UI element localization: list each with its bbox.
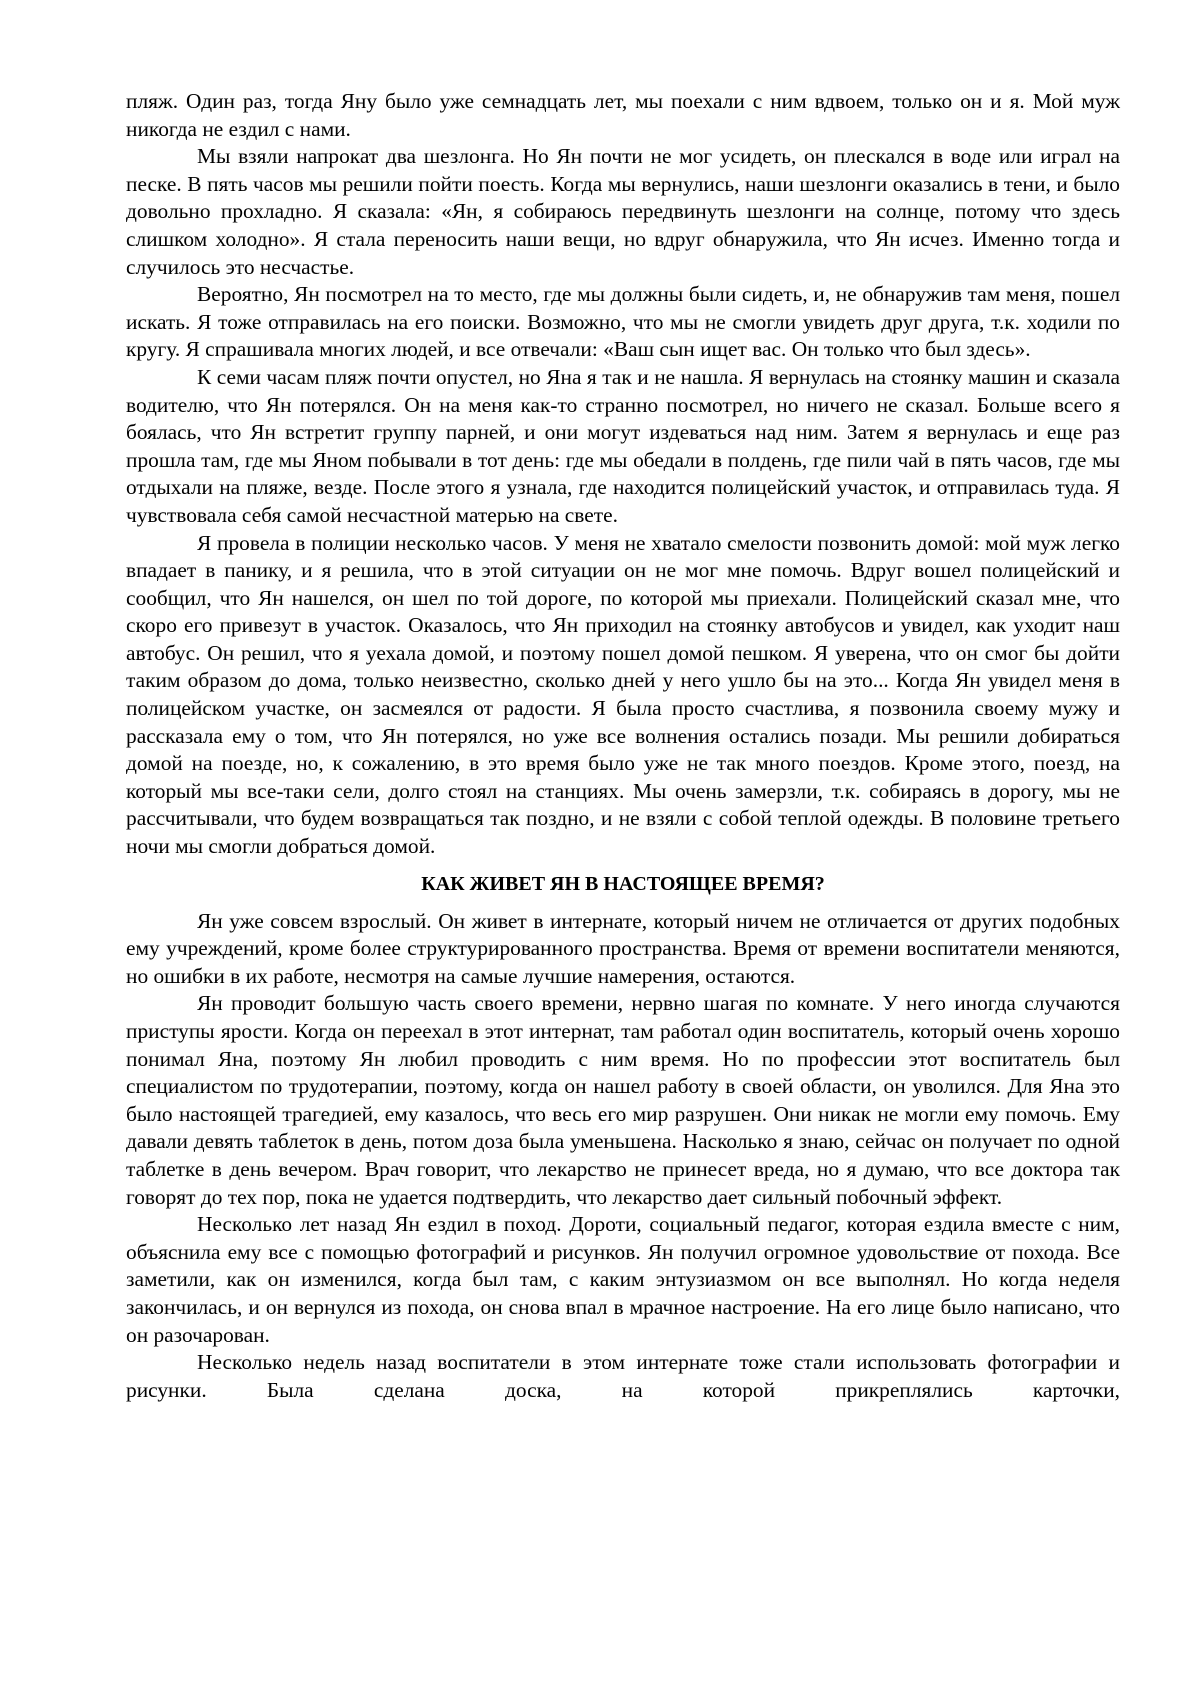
paragraph: Ян уже совсем взрослый. Он живет в интернате, который ничем не отличается от других подобных ему учреждений, кроме более структурированного пространства. Время от времени воспитатели меняются, но ошибки в их работе, несмотря на самые лучшие намерения, остаются. (126, 908, 1120, 988)
paragraph-continued: пляж. Один раз, тогда Яну было уже семнадцать лет, мы поехали с ним вдвоем, только он и я. Мой муж никогда не ездил с нами. (126, 89, 1120, 141)
paragraph-continues: Несколько недель назад воспитатели в этом интернате тоже стали использовать фотографии и рисунки. Была сделана доска, на которой прикреплялись карточки, (126, 1350, 1120, 1402)
paragraph: Вероятно, Ян посмотрел на то место, где мы должны были сидеть, и, не обнаружив там меня, пошел искать. Я тоже отправилась на его поиски. Возможно, что мы не смогли увидеть друг друга, т.к. ходили по кругу. Я спрашивала многих людей, и все отвечали: «Ваш сын ищет вас. Он только что был здесь». (126, 282, 1120, 362)
section-heading: КАК ЖИВЕТ ЯН В НАСТОЯЩЕЕ ВРЕМЯ? (421, 872, 825, 895)
paragraph: Мы взяли напрокат два шезлонга. Но Ян почти не мог усидеть, он плескался в воде или играл на песке. В пять часов мы решили пойти поесть. Когда мы вернулись, наши шезлонги оказались в тени, и было довольно прохладно. Я сказала: «Ян, я собираюсь передвинуть шезлонги на солнце, потому что здесь слишком холодно». Я стала переносить наши вещи, но вдруг обнаружила, что Ян исчез. Именно тогда и случилось это несчастье. (126, 144, 1120, 279)
paragraph: Ян проводит большую часть своего времени, нервно шагая по комнате. У него иногда случаются приступы ярости. Когда он переехал в этот интернат, там работал один воспитатель, который очень хорошо понимал Яна, поэтому Ян любил проводить с ним время. Но по профессии этот воспитатель был специалистом по трудотерапии, поэтому, когда он нашел работу в своей области, он уволился. Для Яна это было настоящей трагедией, ему казалось, что весь его мир разрушен. Они никак не могли ему помочь. Ему давали девять таблеток в день, потом доза была уменьшена. Насколько я знаю, сейчас он получает по одной таблетке в день вечером. Врач говорит, что лекарство не принесет вреда, но я думаю, что все доктора так говорят до тех пор, пока не удается подтвердить, что лекарство дает сильный побочный эффект. (126, 991, 1120, 1209)
document-page (126, 88, 1120, 1404)
paragraph: Несколько лет назад Ян ездил в поход. Дороти, социальный педагог, которая ездила вместе с ним, объяснила ему все с помощью фотографий и рисунков. Ян получил огромное удовольствие от похода. Все заметили, как он изменился, когда был там, с каким энтузиазмом он все выполнял. Но когда неделя закончилась, и он вернулся из похода, он снова впал в мрачное настроение. На его лице было написано, что он разочарован. (126, 1212, 1120, 1347)
paragraph: К семи часам пляж почти опустел, но Яна я так и не нашла. Я вернулась на стоянку машин и сказала водителю, что Ян потерялся. Он на меня как-то странно посмотрел, но ничего не сказал. Больше всего я боялась, что Ян встретит группу парней, и они могут издеваться над ним. Затем я вернулась и еще раз прошла там, где мы Яном побывали в тот день: где мы обедали в полдень, где пили чай в пять часов, где мы отдыхали на пляже, везде. После этого я узнала, где находится полицейский участок, и отправилась туда. Я чувствовала себя самой несчастной матерью на свете. (126, 364, 1120, 527)
paragraph: Я провела в полиции несколько часов. У меня не хватало смелости позвонить домой: мой муж легко впадает в панику, и я решила, что в этой ситуации он не мог мне помочь. Вдруг вошел полицейский и сообщил, что Ян нашелся, он шел по той дороге, по которой мы приехали. Полицейский сказал мне, что скоро его привезут в участок. Оказалось, что Ян приходил на стоянку автобусов и увидел, как уходит наш автобус. Он решил, что я уехала домой, и поэтому пошел домой пешком. Я уверена, что он смог бы дойти таким образом до дома, только неизвестно, сколько дней у него ушло бы на это... Когда Ян увидел меня в полицейском участке, он засмеялся от радости. Я была просто счастлива, я позвонила своему мужу и рассказала ему о том, что Ян потерялся, но уже все волнения остались позади. Мы решили добираться домой на поезде, но, к сожалению, в это время было уже не так много поездов. Кроме этого, поезд, на который мы все-таки сели, долго стоял на станциях. Мы очень замерзли, т.к. собираясь в дорогу, мы не рассчитывали, что будем возвращаться так поздно, и не взяли с собой теплой одежды. В половине третьего ночи мы смогли добраться домой. (126, 530, 1120, 859)
